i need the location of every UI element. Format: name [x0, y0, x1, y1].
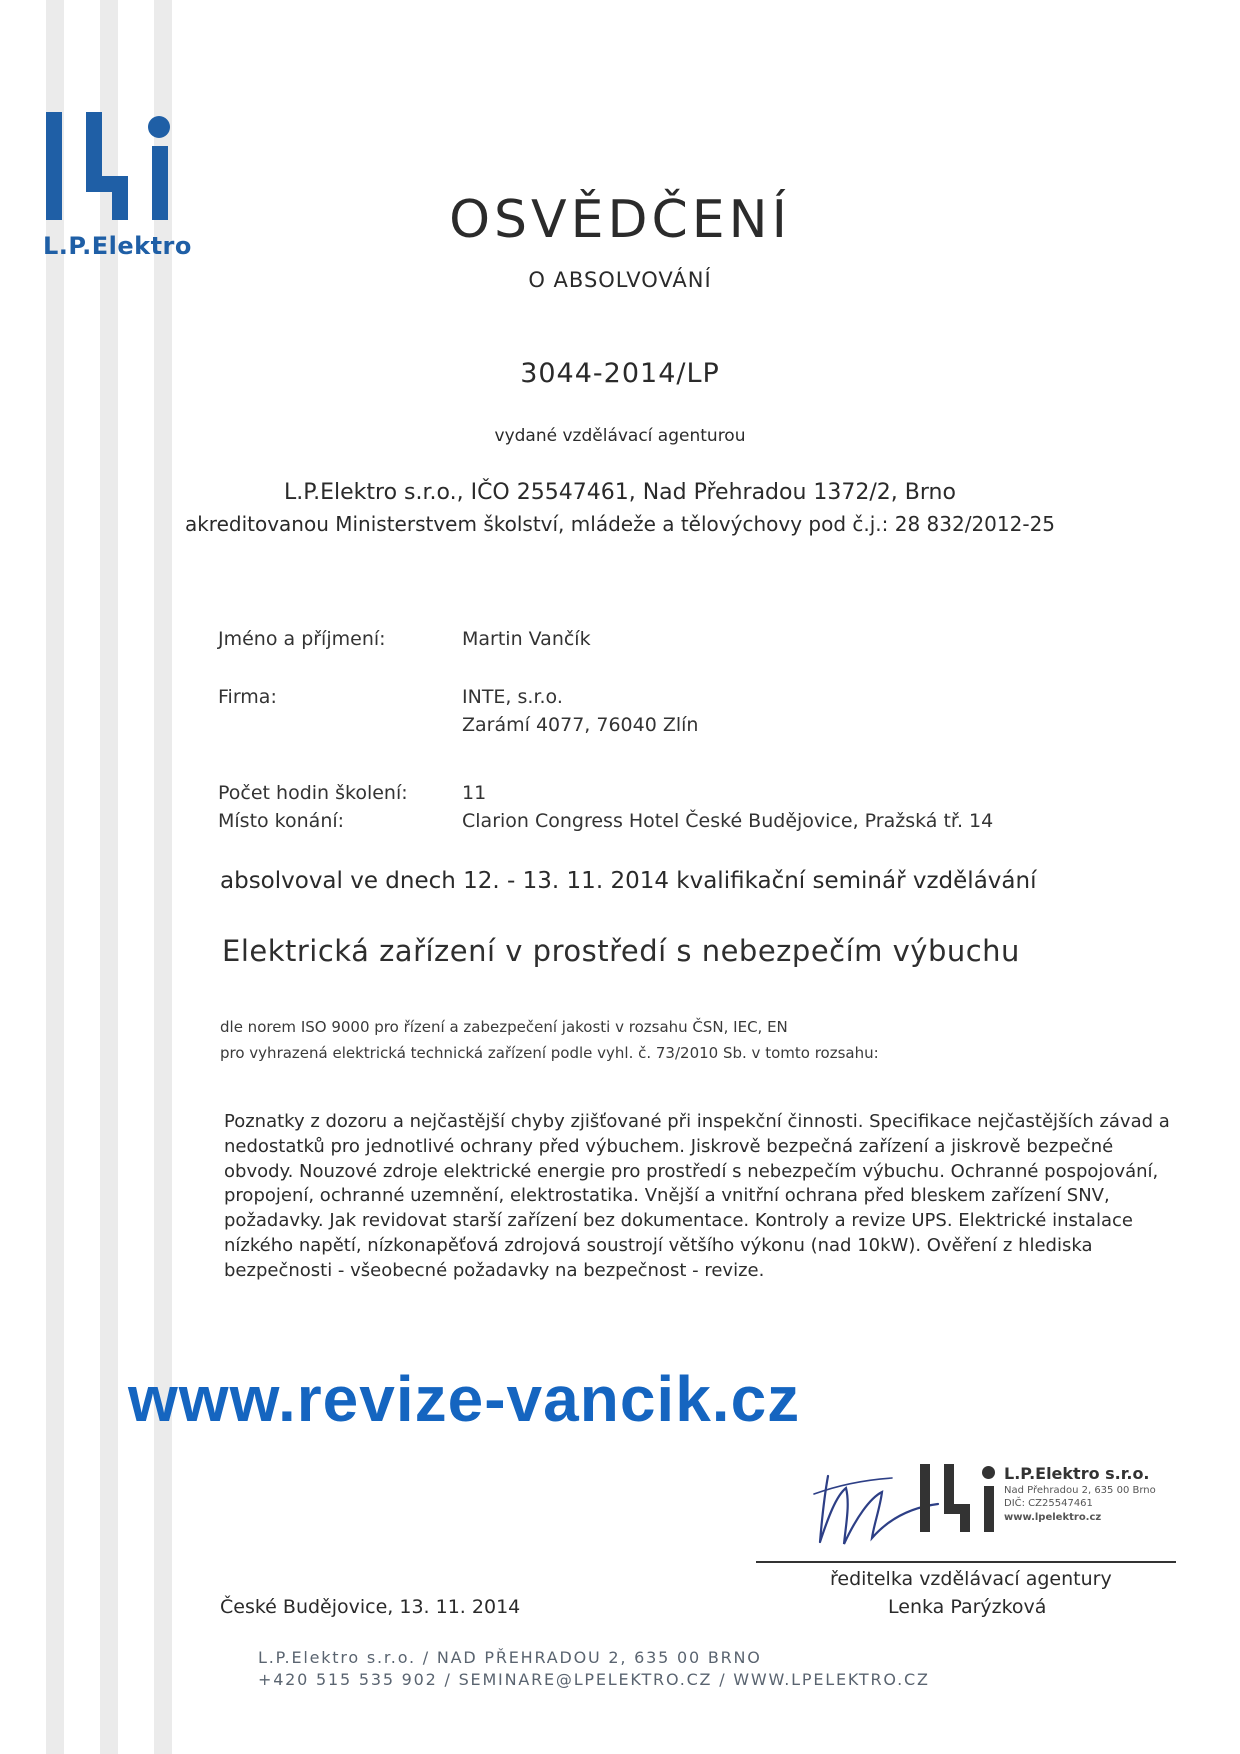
subtitle: O ABSOLVOVÁNÍ — [528, 268, 712, 292]
name-label: Jméno a příjmení: — [218, 628, 386, 650]
signature-line — [756, 1561, 1176, 1563]
certificate-number: 3044-2014/LP — [520, 358, 720, 389]
stamp-bar-right — [984, 1486, 994, 1532]
stamp-bar-mid-down — [960, 1504, 970, 1532]
norms-line-1: dle norem ISO 9000 pro řízení a zabezpečení jakosti v rozsahu ČSN, IEC, EN — [220, 1018, 788, 1036]
decor-stripe-3 — [154, 0, 172, 1754]
footer-contact: +420 515 535 902 / SEMINARE@LPELEKTRO.CZ / WWW.LPELEKTRO.CZ — [258, 1670, 930, 1689]
completion-text: absolvoval ve dnech 12. - 13. 11. 2014 kvalifikační seminář vzdělávání — [220, 868, 1037, 894]
logo-dot — [148, 116, 170, 138]
signatory-name: Lenka Parýzková — [888, 1596, 1047, 1618]
agency-line: L.P.Elektro s.r.o., IČO 25547461, Nad Přehradou 1372/2, Brno — [284, 480, 956, 505]
place-value: Clarion Congress Hotel České Budějovice, Pražská tř. 14 — [462, 810, 994, 832]
hours-label: Počet hodin školení: — [218, 782, 408, 804]
syllabus-text: Poznatky z dozoru a nejčastější chyby zjišťované při inspekční činnosti. Specifikace nejčastějších závad a nedostatků pro jednotlivé ochrany před výbuchem. Jiskrově bezpečná zařízení a jiskrově bezpečné obvody. Nouzové zdroje elektrické energie pro prostředí s nebezpečím výbuchu. Ochranné pospojování, propojení, ochranné uzemnění, elektrostatika. Vnější a vnitřní ochrana před bleskem zařízení SNV, požadavky. Jak revidovat starší zařízení bez dokumentace. Kontroly a revize UPS. Elektrické instalace nízkého napětí, nízkonapěťová zdrojová soustrojí většího výkonu (nad 10kW). Ověření z hlediska bezpečnosti - všeobecné požadavky na bezpečnost - revize. — [224, 1111, 1170, 1281]
company-label: Firma: — [218, 686, 277, 708]
stamp-bar-left — [920, 1464, 930, 1532]
norms-line-2: pro vyhrazená elektrická technická zařízení podle vyhl. č. 73/2010 Sb. v tomto rozsahu: — [220, 1044, 879, 1062]
signatory-role: ředitelka vzdělávací agentury — [830, 1568, 1112, 1590]
issued-by: vydané vzdělávací agenturou — [494, 426, 746, 446]
stamp-company: L.P.Elektro s.r.o. — [1004, 1464, 1150, 1483]
logo-text: L.P.Elektro — [43, 232, 192, 260]
page-title: OSVĚDČENÍ — [449, 190, 791, 250]
accreditation-line: akreditovanou Ministerstvem školství, mládeže a tělovýchovy pod č.j.: 28 832/2012-25 — [184, 512, 1056, 536]
stamp-address: Nad Přehradou 2, 635 00 Brno — [1004, 1485, 1156, 1496]
stamp-web: www.lpelektro.cz — [1004, 1512, 1102, 1523]
stamp-dic: DIČ: CZ25547461 — [1004, 1498, 1093, 1509]
stamp-dot — [982, 1466, 995, 1479]
name-value: Martin Vančík — [462, 628, 591, 650]
decor-stripe-2 — [100, 0, 118, 1754]
hours-value: 11 — [462, 782, 487, 804]
company-address: Zarámí 4077, 76040 Zlín — [462, 714, 699, 736]
watermark-url: www.revize-vancik.cz — [128, 1363, 801, 1435]
place-label: Místo konání: — [218, 810, 345, 832]
company-value: INTE, s.r.o. — [462, 686, 563, 708]
course-title: Elektrická zařízení v prostředí s nebezpečím výbuchu — [222, 934, 1020, 968]
place-date: České Budějovice, 13. 11. 2014 — [220, 1596, 521, 1618]
footer-address: L.P.Elektro s.r.o. / NAD PŘEHRADOU 2, 635 00 BRNO — [258, 1648, 762, 1667]
decor-stripe-1 — [46, 0, 64, 1754]
